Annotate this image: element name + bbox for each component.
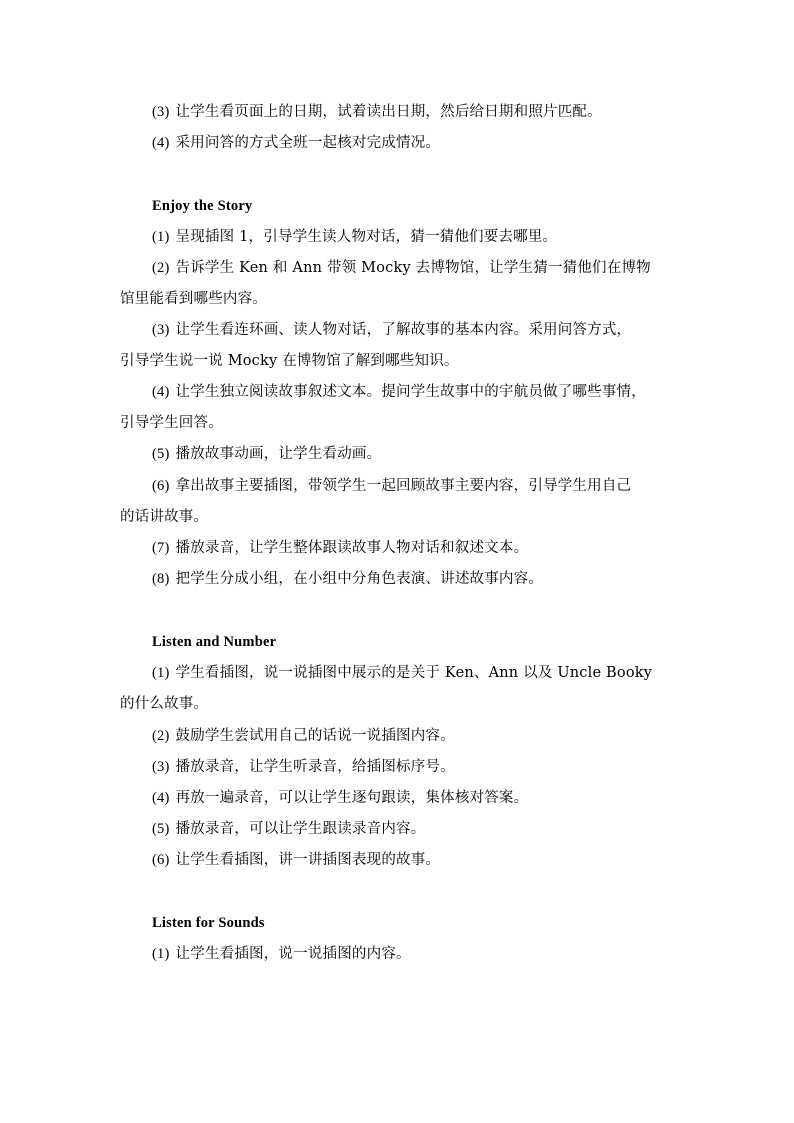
step-continuation: 引导学生说一说 Mocky 在博物馆了解到哪些知识。 [120,353,459,369]
step-text: 播放录音，让学生整体跟读故事人物对话和叙述文本。 [175,540,529,556]
step-text: 把学生分成小组，在小组中分角色表演、讲述故事内容。 [175,571,544,587]
step-text: 让学生看页面上的日期，试着读出日期，然后给日期和照片匹配。 [175,104,602,120]
step-line [152,850,712,870]
step-text: 让学生看连环画、读人物对话，了解故事的基本内容。采用问答方式， [175,322,632,338]
step-number: (4) [152,790,170,806]
step-continuation: 馆里能看到哪些内容。 [120,291,267,307]
step-text: 播放录音，让学生听录音，给插图标序号。 [175,759,455,775]
step-line [152,102,712,122]
step-continuation: 引导学生回答。 [120,415,223,431]
step-number: (6) [152,478,170,494]
step-number: (4) [152,384,170,400]
step-line [152,726,712,746]
step-number: (1) [152,229,170,245]
step-text: 呈现插图 1，引导学生读人物对话，猜一猜他们要去哪里。 [175,229,558,245]
step-line [152,788,712,808]
step-line [152,569,712,589]
section-heading-listen-and-number: Listen and Number [152,634,277,650]
step-number: (1) [152,946,170,962]
step-continuation: 的话讲故事。 [120,509,209,525]
step-continuation: 的什么故事。 [120,696,209,712]
step-number: (3) [152,322,170,338]
section-heading-listen-for-sounds: Listen for Sounds [152,915,265,931]
step-line [152,258,712,278]
step-number: (1) [152,665,170,681]
step-line [152,476,712,496]
step-text: 让学生独立阅读故事叙述文本。提问学生故事中的宇航员做了哪些事情， [175,384,646,400]
step-number: (5) [152,446,170,462]
step-text: 让学生看插图，说一说插图的内容。 [175,946,411,962]
section-heading-enjoy-the-story: Enjoy the Story [152,198,253,214]
step-line [152,227,712,247]
step-line [152,382,712,402]
step-text: 播放录音，可以让学生跟读录音内容。 [175,821,426,837]
step-number: (5) [152,821,170,837]
step-line [152,444,712,464]
step-line [152,757,712,777]
step-text: 让学生看插图，讲一讲插图表现的故事。 [175,852,441,868]
step-number: (3) [152,759,170,775]
step-number: (2) [152,728,170,744]
step-number: (2) [152,260,170,276]
step-text: 告诉学生 Ken 和 Ann 带领 Mocky 去博物馆，让学生猜一猜他们在博物 [175,260,651,276]
step-text: 播放故事动画，让学生看动画。 [175,446,382,462]
step-line [152,538,712,558]
step-line [152,944,712,964]
step-line [152,320,712,340]
step-line [152,133,712,153]
step-number: (8) [152,571,170,587]
step-text: 学生看插图，说一说插图中展示的是关于 Ken、Ann 以及 Uncle Booky [175,665,653,681]
step-number: (6) [152,852,170,868]
step-text: 再放一遍录音，可以让学生逐句跟读，集体核对答案。 [175,790,529,806]
step-number: (3) [152,104,170,120]
step-text: 鼓励学生尝试用自己的话说一说插图内容。 [175,728,455,744]
step-line [152,819,712,839]
step-line [152,663,712,683]
step-text: 采用问答的方式全班一起核对完成情况。 [175,135,441,151]
step-number: (7) [152,540,170,556]
step-number: (4) [152,135,170,151]
step-text: 拿出故事主要插图，带领学生一起回顾故事主要内容，引导学生用自己 [175,478,632,494]
